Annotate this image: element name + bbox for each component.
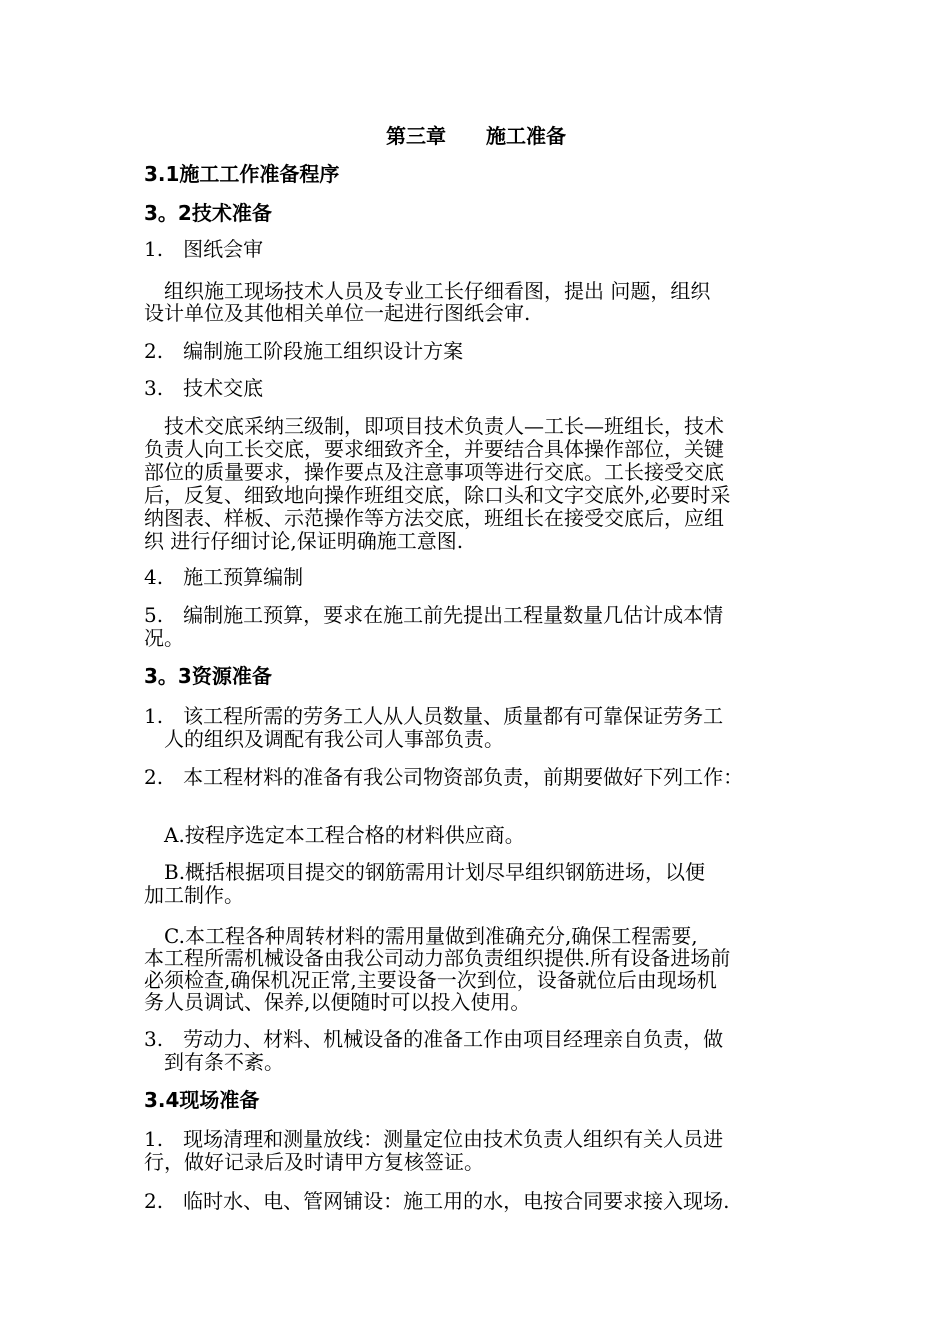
paragraph-briefing-line3: 部位的质量要求，操作要点及注意事项等进行交底。工长接受交底 bbox=[144, 460, 724, 484]
item-budget-line1: 5. 编制施工预算，要求在施工前先提出工程量数量几估计成本情 bbox=[144, 603, 724, 627]
item-construction-plan: 2. 编制施工阶段施工组织设计方案 bbox=[144, 339, 464, 363]
paragraph-briefing-line4: 后，反复、细致地向操作班组交底，除口头和文字交底外,必要时采 bbox=[144, 483, 731, 507]
item-c-line3: 必须检查,确保机况正常,主要设备一次到位，设备就位后由现场机 bbox=[144, 968, 717, 992]
paragraph-briefing-line2: 负责人向工长交底，要求细致齐全，并要结合具体操作部位，关键 bbox=[144, 437, 724, 461]
item-site-clearing-line1: 1. 现场清理和测量放线：测量定位由技术负责人组织有关人员进 bbox=[144, 1127, 724, 1151]
item-materials: 2. 本工程材料的准备有我公司物资部负责，前期要做好下列工作： bbox=[144, 765, 744, 789]
item-b-line2: 加工制作。 bbox=[144, 883, 244, 907]
item-labor-line1: 1. 该工程所需的劳务工人从人员数量、质量都有可靠保证劳务工 bbox=[144, 704, 724, 728]
item-budget-line2: 况。 bbox=[144, 626, 184, 650]
item-budget-preparation: 4. 施工预算编制 bbox=[144, 565, 304, 589]
paragraph-briefing-line5: 纳图表、样板、示范操作等方法交底，班组长在接受交底后，应组 bbox=[144, 506, 724, 530]
item-technical-briefing: 3. 技术交底 bbox=[144, 376, 264, 400]
item-pm-line1: 3. 劳动力、材料、机械设备的准备工作由项目经理亲自负责，做 bbox=[144, 1027, 724, 1051]
item-a-supplier: A.按程序选定本工程合格的材料供应商。 bbox=[144, 823, 525, 847]
section-3-3-heading: 3。3资源准备 bbox=[144, 664, 272, 688]
item-c-line2: 本工程所需机械设备由我公司动力部负责组织提供.所有设备进场前 bbox=[144, 946, 731, 970]
item-utilities: 2. 临时水、电、管网铺设：施工用的水，电按合同要求接入现场. bbox=[144, 1189, 730, 1213]
section-3-4-heading: 3.4现场准备 bbox=[144, 1088, 260, 1112]
item-c-line4: 务人员调试、保养,以便随时可以投入使用。 bbox=[144, 990, 531, 1014]
section-3-2-heading: 3。2技术准备 bbox=[144, 201, 272, 225]
item-drawing-review: 1. 图纸会审 bbox=[144, 237, 264, 261]
chapter-title: 第三章 施工准备 bbox=[386, 124, 566, 148]
paragraph-drawing-review-line2: 设计单位及其他相关单位一起进行图纸会审. bbox=[144, 301, 531, 325]
paragraph-drawing-review-line1: 组织施工现场技术人员及专业工长仔细看图，提出 问题，组织 bbox=[144, 279, 711, 303]
item-c-line1: C.本工程各种周转材料的需用量做到准确充分,确保工程需要, bbox=[144, 924, 698, 948]
paragraph-briefing-line6: 织 进行仔细讨论,保证明确施工意图. bbox=[144, 529, 464, 553]
section-3-1-heading: 3.1施工工作准备程序 bbox=[144, 162, 340, 186]
paragraph-briefing-line1: 技术交底采纳三级制，即项目技术负责人—工长—班组长，技术 bbox=[144, 414, 724, 438]
item-pm-line2: 到有条不紊。 bbox=[144, 1050, 284, 1074]
item-site-clearing-line2: 行，做好记录后及时请甲方复核签证。 bbox=[144, 1150, 484, 1174]
item-labor-line2: 人的组织及调配有我公司人事部负责。 bbox=[144, 727, 504, 751]
item-b-line1: B.概括根据项目提交的钢筋需用计划尽早组织钢筋进场，以便 bbox=[144, 860, 706, 884]
